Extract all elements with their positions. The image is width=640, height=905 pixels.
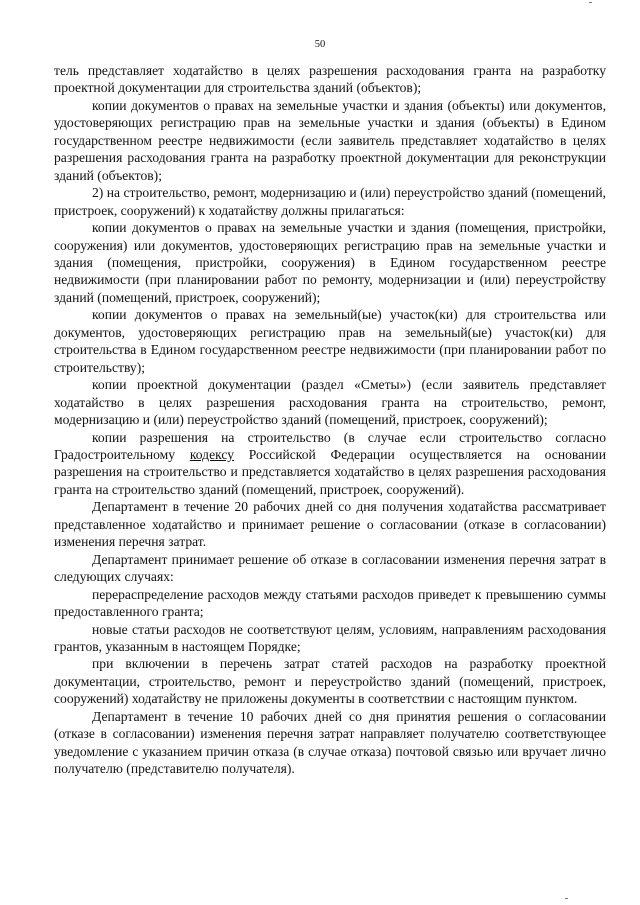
paragraph-continued: тель представляет ходатайство в целях разрешения расходования гранта на разработку проектной документации для строительства зданий (объектов); bbox=[54, 63, 606, 96]
paragraph-refusal-missing-documents: при включении в перечень затрат статей расходов на разработку проектной документации, строительство, ремонт и переустройство зданий (помещений, пристроек, сооружений) ходатайству не приложены документы в соответствии с настоящим пунктом. bbox=[54, 656, 606, 707]
permit-text-end: Российской Федерации осуществляется на основании разрешения на строительство и представляется ходатайство в целях разрешения расходования гранта на строительство зданий (помещений, пристроек, сооружений). bbox=[54, 446, 606, 497]
scan-artifact bbox=[565, 898, 568, 899]
code-link[interactable]: кодексу bbox=[189, 446, 235, 462]
paragraph-construction-permit bbox=[54, 429, 606, 499]
paragraph-land-plot-documents: копии документов о правах на земельный(ые) участок(ки) для строительства или документов, удостоверяющих регистрацию прав на земельный(ые) участок(ки) для строительства в Едином государственном реестре недвижимости (при планировании работ по строительству); bbox=[54, 307, 606, 375]
permit-text-start: копии разрешения на строительство (в случае если строительство согласно Градостроительному bbox=[54, 429, 606, 462]
paragraph-project-documentation: копии проектной документации (раздел «Сметы») (если заявитель представляет ходатайство в целях разрешения расходования гранта на строительство, ремонт, модернизацию и (или) переустройство зданий (помещений, пристроек, сооружений); bbox=[54, 377, 606, 428]
scan-artifact bbox=[589, 2, 592, 3]
paragraph-construction-requirements: 2) на строительство, ремонт, модернизацию и (или) переустройство зданий (помещений, пристроек, сооружений) к ходатайству должны прилагаться: bbox=[54, 185, 606, 218]
paragraph-refusal-exceeds-grant: перераспределение расходов между статьями расходов приведет к превышению суммы предоставленного гранта; bbox=[54, 586, 606, 620]
paragraph-department-review: Департамент в течение 20 рабочих дней со дня получения ходатайства рассматривает представленное ходатайство и принимает решение о согласовании (отказе в согласовании) изменения перечня затрат. bbox=[54, 499, 606, 550]
paragraph-refusal-mismatch: новые статьи расходов не соответствуют целям, условиям, направлениям расходования грантов, указанным в настоящем Порядке; bbox=[54, 621, 606, 654]
paragraph-notification: Департамент в течение 10 рабочих дней со дня принятия решения о согласовании (отказе в согласовании) изменения перечня затрат направляет получателю соответствующее уведомление с указанием причин отказа (в случае отказа) почтовой связью или вручает лично получателю (представителю получателя). bbox=[54, 708, 606, 777]
page-number: 50 bbox=[314, 39, 326, 50]
document-body bbox=[54, 62, 606, 778]
paragraph-land-documents-reconstruction: копии документов о правах на земельные участки и здания (объекты) или документов, удостоверяющих регистрацию прав на земельные участки и здания (объекты) в Едином государственном реестре недвижимости (если заявитель представляет ходатайство в целях разрешения расходования гранта на разработку проектной документации для реконструкции зданий (объектов); bbox=[54, 97, 606, 183]
paragraph-refusal-cases: Департамент принимает решение об отказе в согласовании изменения перечня затрат в следующих случаях: bbox=[54, 551, 606, 585]
paragraph-land-buildings-documents: копии документов о правах на земельные участки и здания (помещения, пристройки, сооружения) или документов, удостоверяющих регистрацию прав на земельные участки и здания (помещения, пристройки, сооружения) в Едином государственном реестре недвижимости (при планировании работ по ремонту, модернизации и (или) переустройству зданий (помещений, пристроек, сооружений); bbox=[54, 220, 606, 305]
